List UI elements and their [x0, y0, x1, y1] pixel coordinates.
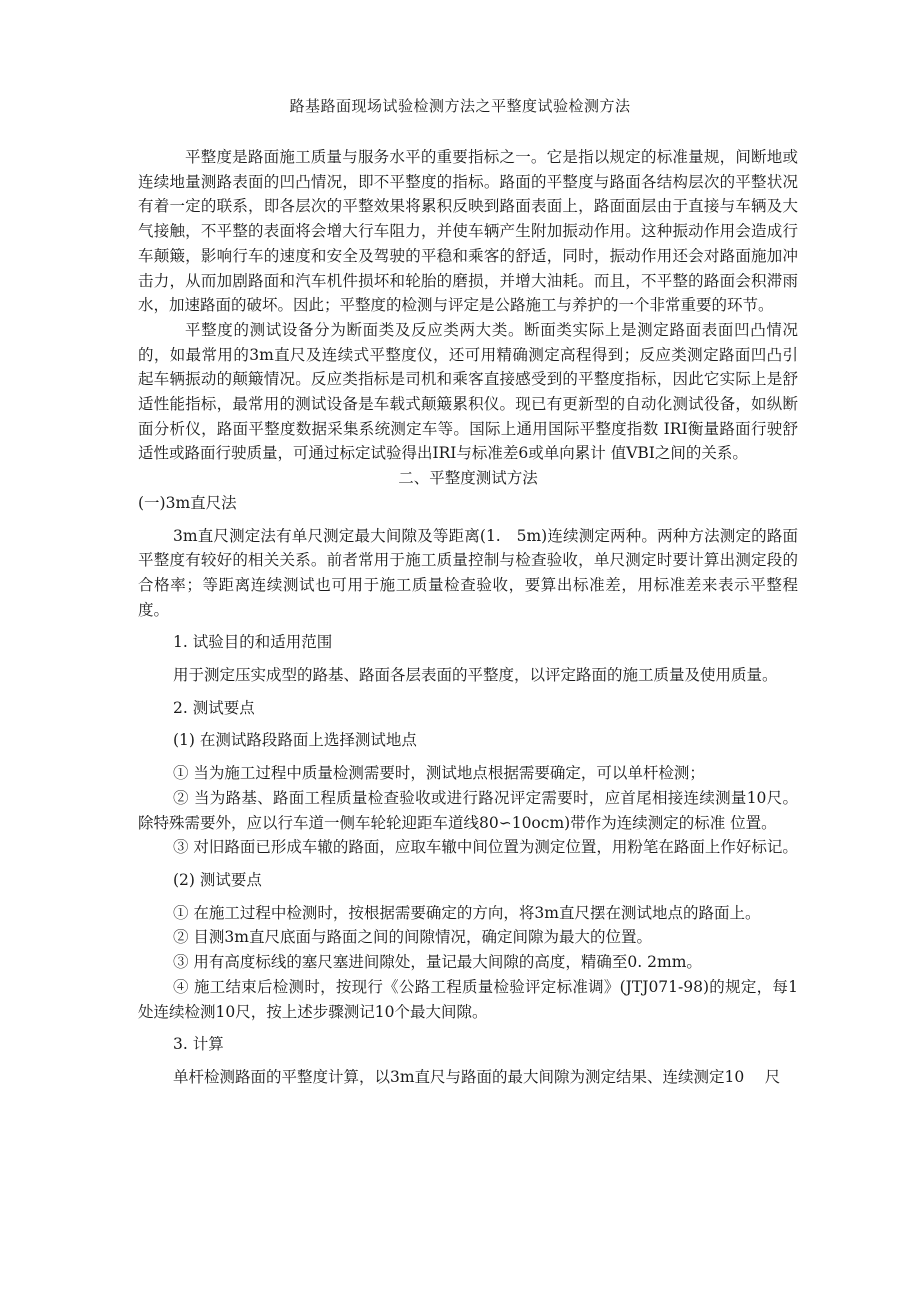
list-heading-calculation: 3. 计算 [173, 1035, 224, 1054]
list-item-select-location: (1) 在测试路段路面上选择测试地点 [173, 731, 417, 750]
list-item: ③ 对旧路面已形成车辙的路面，应取车辙中间位置为测定位置，用粉笔在路面上作好标记。 [173, 838, 798, 857]
list-item: ① 在施工过程中检测时，按根据需要确定的方向，将3m直尺摆在测试地点的路面上。 [173, 903, 761, 922]
list-item-test-points: (2) 测试要点 [173, 870, 262, 889]
document-title: 路基路面现场试验检测方法之平整度试验检测方法 [289, 97, 631, 115]
list-item: ① 当为施工过程中质量检测需要时，测试地点根据需要确定，可以单杆检测； [173, 764, 705, 783]
list-item: ② 当为路基、路面工程质量检查验收或进行路况评定需要时，应首尾相接连续测量10尺。除特殊需要外，应以行车道一侧车轮轮迎距车道线80∽10ocm)带作为连续测定的标准 位置。 [138, 788, 798, 832]
paragraph-intro: 平整度是路面施工质量与服务水平的重要指标之一。它是指以规定的标准量规，间断地或连续地量测路表面的凹凸情况，即不平整度的指标。路面的平整度与路面各结构层次的平整状况有着一定的联系，即各层次的平整效果将累积反映到路面表面上，路面面层由于直接与车辆及大气接触，不平整的表面将会增大行车阻力，并使车辆产生附加振动作用。这种振动作用会造成行车颠簸，影响行车的速度和安全及驾驶的平稳和乘客的舒适，同时，振动作用还会对路面施加冲击力，从而加剧路面和汽车机件损坏和轮胎的磨损，并增大油耗。而且，不平整的路面会积滞雨水，加速路面的破坏。因此；平整度的检测与评定是公路施工与养护的一个非常重要的环节。 [138, 148, 798, 315]
paragraph-equipment: 平整度的测试设备分为断面类及反应类两大类。断面类实际上是测定路面表面凹凸情况的，如最常用的3m直尺及连续式平整度仪，还可用精确测定高程得到；反应类测定路面凹凸引起车辆振动的颠簸情况。反应类指标是司机和乘客直接感受到的平整度指标，因此它实际上是舒适性能指标，最常用的测试设备是车载式颠簸累积仪。现已有更新型的自动化测试役备，如纵断面分析仪，路面平整度数据采集系统测定车等。国际上通用国际平整度指数 IRI衡量路面行驶舒适性或路面行驶质量，可通过标定试验得出IRI与标准差6或单向累计 值VBI之间的关系。 [138, 320, 798, 463]
paragraph-purpose: 用于测定压实成型的路基、路面各层表面的平整度，以评定路面的施工质量及使用质量。 [173, 666, 778, 685]
list-item: ④ 施工结束后检测时，按现行《公路工程质量检验评定标准调》(JTJ071-98)的规定，每1处连续检测10尺，按上述步骤测记10个最大间隙。 [138, 977, 798, 1021]
paragraph-calculation: 单杆检测路面的平整度计算，以3m直尺与路面的最大间隙为测定结果、连续测定10 尺 [173, 1067, 781, 1086]
list-heading-purpose: 1. 试验目的和适用范围 [173, 633, 333, 652]
list-item: ③ 用有高度标线的塞尺塞进间隙处，量记最大间隙的高度，精确至0. 2mm。 [173, 953, 702, 972]
section-heading: 二、平整度测试方法 [398, 469, 538, 488]
paragraph-3m-ruler: 3m直尺测定法有单尺测定最大间隙及等距离(1. 5m)连续测定两种。两种方法测定的路面平整度有较好的相关关系。前者常用于施工质量控制与检查验收，单尺测定时要计算出测定段的合格率；等距离连续测试也可用于施工质量检查验收，要算出标准差，用标准差来表示平整程度。 [138, 526, 798, 619]
document-body [138, 145, 798, 1090]
subsection-heading: (一)3m直尺法 [138, 493, 237, 512]
list-heading-testing: 2. 测试要点 [173, 698, 255, 717]
list-item: ② 目测3m直尺底面与路面之间的间隙情况，确定间隙为最大的位置。 [173, 928, 652, 947]
